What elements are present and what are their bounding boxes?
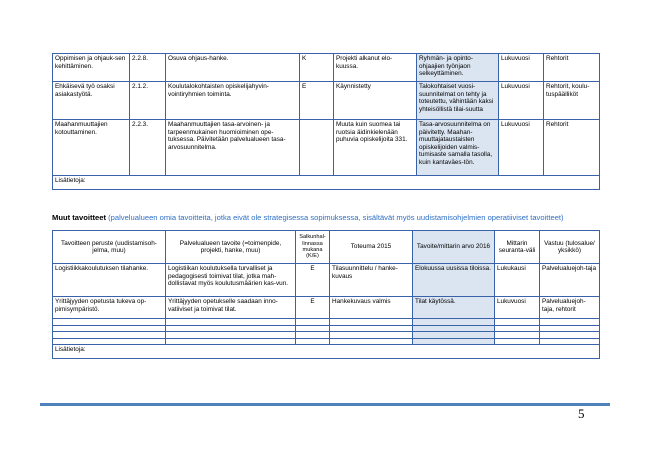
table-cell: Ehkäisevä työ osaksi asiakastyötä. [53,82,130,120]
table-cell: 2.2.3. [130,120,166,176]
table-cell: Projekti alkanut elo-kuussa. [334,54,417,82]
table-cell: Koulutalokohtaisten opiskelijahyvin-vointiryhmien toiminta. [166,82,300,120]
table-row [53,54,600,82]
column-header: Mittarin seuranta-väli [495,231,540,264]
table-cell: Ryhmän- ja opinto-ohjaajien työnjaon selkeyttäminen. [417,54,499,82]
table-cell: Talokohtaiset vuosi-suunnitelmat on tehty ja toteutettu, vähintään kaksi yhteisöllistä tilai-suutta [417,82,499,120]
notes-row [53,176,600,190]
section-subtitle: (palvelualueen omia tavoitteita, jotka eivät ole strategisessa sopimuksessa, sisältävät myös uudistamisohjelmien operatiiviset tavoitteet) [108,213,564,222]
column-header: Salkunhal-linnassa mukana (K/E) [296,231,330,264]
table-cell: Logistiikan koulutuksella turvalliset ja pedagogisesti toimivat tilat, jotka mah-dollistavat myös koulutusmäärien kas-vun. [166,264,296,297]
table-row [53,82,600,120]
table-cell: Käynnistetty [334,82,417,120]
page-number: 5 [578,406,585,421]
notes-label: Lisätietoja: [53,345,600,359]
table-cell: Lukuvuosi [499,82,544,120]
table-cell: Logistiikkakoulutuksen tilahanke. [53,264,166,297]
table-row [53,264,600,297]
table-cell: Lukuvuosi [495,297,540,319]
table-cell: Tilasuunnittelu / hanke-kuvaus [330,264,413,297]
notes-row [53,345,600,359]
column-header: Tavoitteen peruste (uudistamisoh-jelma, muu) [53,231,166,264]
section-heading [52,213,612,222]
table-cell: E [300,82,334,120]
objectives-table-continued [52,53,600,190]
table-row [53,297,600,319]
table-cell: Rehtorit [544,54,600,82]
table-cell: Elokuussa uusissa tiloissa. [413,264,495,297]
table-cell: Tasa-arvosuunnitelma on päivitetty. Maahan-muuttajataustaisten opiskelijoiden valmis-tumisaste samalla tasolla, kuin kantaväes-tön. [417,120,499,176]
notes-label: Lisätietoja: [53,176,600,190]
table-cell: Palvelualuejoh-taja, rehtorit [540,297,600,319]
column-header: Tavoite/mittarin arvo 2016 [413,231,495,264]
table-cell [300,120,334,176]
table-cell: 2.1.2. [130,82,166,120]
other-objectives-table [52,230,600,359]
table-row [53,120,600,176]
table-cell: Palvelualuejoh-taja [540,264,600,297]
table-cell: 2.2.8. [130,54,166,82]
table-cell: Osuva ohjaus-hanke. [166,54,300,82]
column-header: Palvelualueen tavoite (=toimenpide, projekti, hanke, muu) [166,231,296,264]
table-cell: Tilat käytössä. [413,297,495,319]
table-cell: Yrittäjyyden opetukselle saadaan inno-vatiiviset ja toimivat tilat. [166,297,296,319]
table-cell: Oppimisen ja ohjauk-sen kehittäminen. [53,54,130,82]
table-cell: E [296,297,330,319]
footer-rule [40,403,610,406]
table-header-row [53,231,600,264]
column-header: Toteuma 2015 [330,231,413,264]
table-cell: Lukuvuosi [499,54,544,82]
table-cell: Rehtorit [544,120,600,176]
table-cell: Maahanmuuttajien kotouttaminen. [53,120,130,176]
table-cell: Maahanmuuttajien tasa-arvoinen- ja tarpeenmukainen huomioiminen ope-tuksessa. Päivitetään palvelualueen tasa-arvosuunnitelma. [166,120,300,176]
table-cell: Muuta kuin suomea tai ruotsia äidinkielenään puhuvia opiskelijoita 331. [334,120,417,176]
table-cell: Yrittäjyyden opetusta tukeva op-pimisympäristö. [53,297,166,319]
table-cell: Rehtorit, koulu-tuspäälliköt [544,82,600,120]
table-cell: E [296,264,330,297]
table-cell: K [300,54,334,82]
table-cell: Lukukausi [495,264,540,297]
column-header: Vastuu (tulosalue/ yksikkö) [540,231,600,264]
table-cell: Lukuvuosi [499,120,544,176]
table-cell: Hankekuvaus valmis [330,297,413,319]
section-title: Muut tavoitteet [52,213,106,222]
